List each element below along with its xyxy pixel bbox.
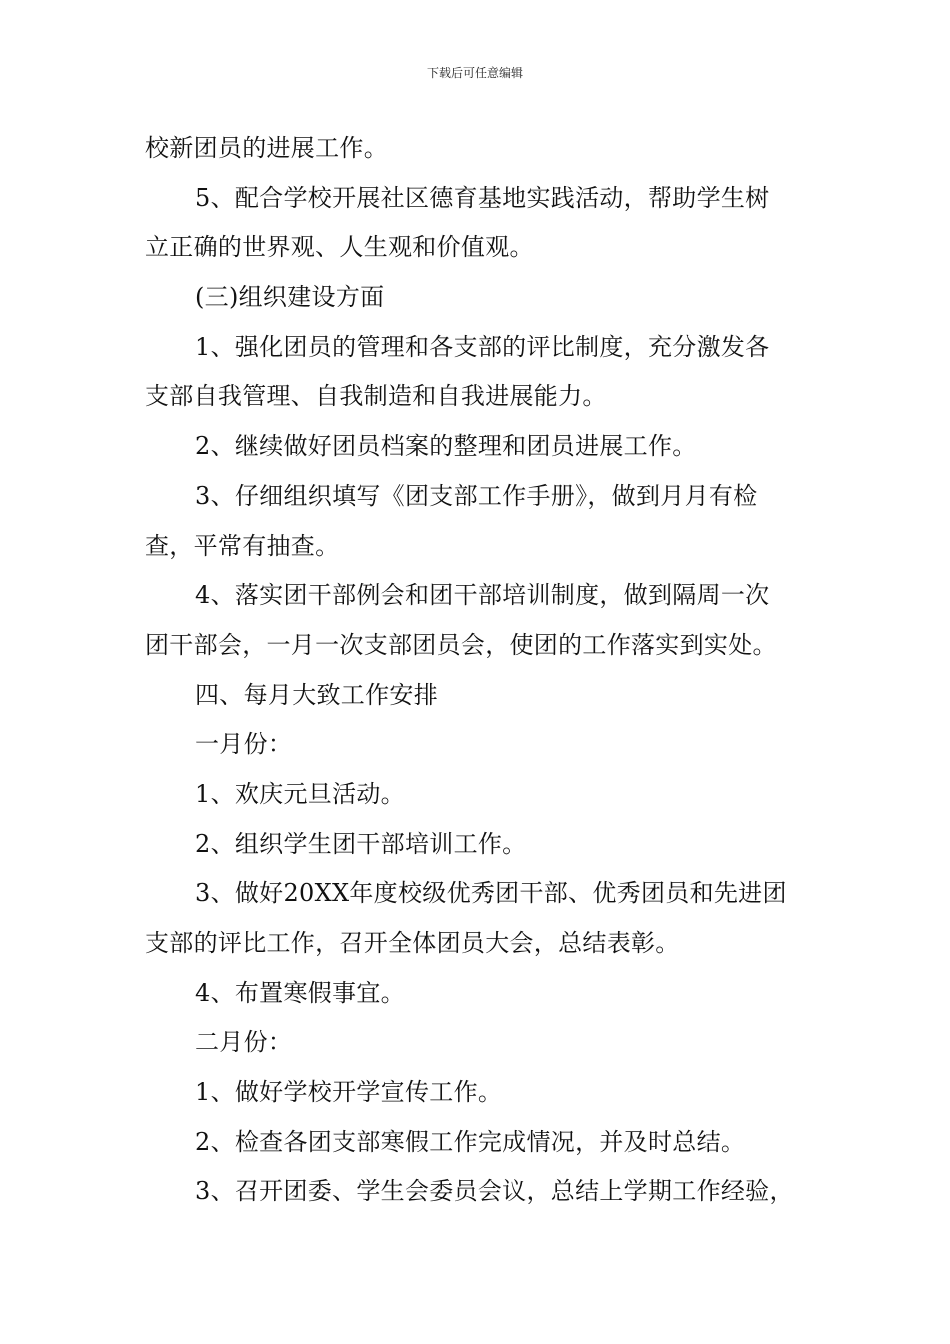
page-header: 下载后可任意编辑 (426, 66, 523, 80)
section-heading: (三)组织建设方面 (195, 283, 385, 312)
text-line: 支部的评比工作，召开全体团员大会，总结表彰。 (145, 929, 680, 957)
text-line: 1、欢庆元旦活动。 (195, 779, 405, 808)
text-line: 2、继续做好团员档案的整理和团员进展工作。 (195, 432, 697, 461)
text-line: 2、组织学生团干部培训工作。 (195, 829, 527, 858)
section-heading: 四、每月大致工作安排 (195, 680, 438, 709)
text-line: 支部自我管理、自我制造和自我进展能力。 (145, 382, 607, 411)
text-line: 校新团员的进展工作。 (145, 134, 388, 162)
text-line: 3、做好20XX年度校级优秀团干部、优秀团员和先进团 (195, 879, 787, 908)
text-line: 4、布置寒假事宜。 (195, 978, 405, 1007)
month-heading: 二月份： (195, 1028, 293, 1057)
month-heading: 一月份： (195, 730, 293, 759)
text-line: 3、召开团委、学生会委员会议，总结上学期工作经验， (195, 1177, 794, 1206)
text-line: 1、做好学校开学宣传工作。 (195, 1078, 503, 1107)
text-line: 3、仔细组织填写《团支部工作手册》，做到月月有检 (195, 481, 758, 510)
text-line: 团干部会，一月一次支部团员会，使团的工作落实到实处。 (145, 630, 777, 659)
text-line: 查，平常有抽查。 (145, 531, 340, 560)
document-body (145, 124, 815, 1217)
text-line: 1、强化团员的管理和各支部的评比制度，充分激发各 (195, 332, 770, 361)
text-line: 立正确的世界观、人生观和价值观。 (145, 233, 534, 262)
text-line: 2、检查各团支部寒假工作完成情况，并及时总结。 (195, 1127, 746, 1156)
text-line: 5、配合学校开展社区德育基地实践活动，帮助学生树 (195, 183, 770, 212)
text-line: 4、落实团干部例会和团干部培训制度，做到隔周一次 (195, 581, 770, 610)
